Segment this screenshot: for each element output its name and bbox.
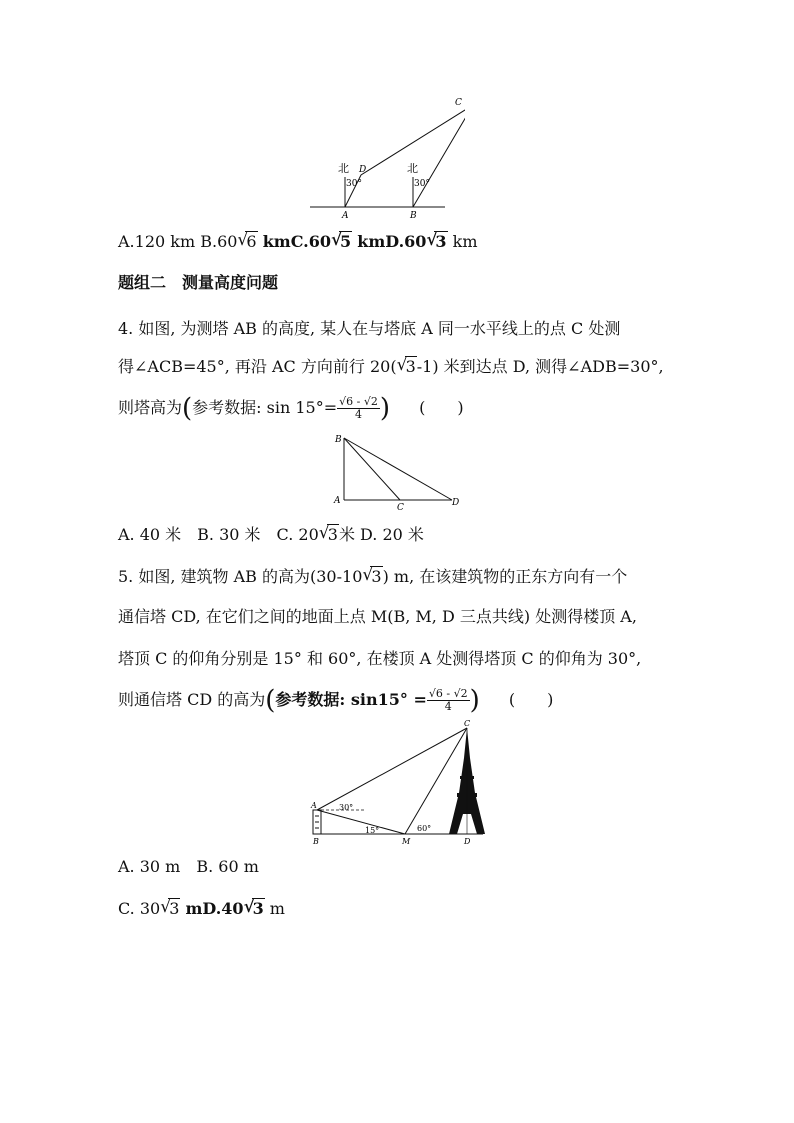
q5-options-cd: C. 30 √ 3 mD.40 √ 3 m: [118, 897, 285, 918]
q5-line4: 则通信塔 CD 的高为(参考数据: sin15° = $\frac{√6 - √2}{4}$ ) ( ): [118, 685, 554, 716]
q3-options: A.120 km B.60 √ 6 kmC.60 √ 5 kmD.60 √ 3 km: [118, 230, 478, 251]
point-b: B: [313, 837, 319, 846]
figure-bearing-diagram: [305, 95, 465, 220]
q5-line2: 通信塔 CD, 在它们之间的地面上点 M(B, M, D 三点共线) 处测得楼顶 A,: [118, 607, 637, 626]
point-m: M: [402, 837, 411, 846]
q4-options: A. 40 米 B. 30 米 C. 20 √ 3米 D. 20 米: [118, 523, 424, 544]
point-b: B: [410, 211, 417, 220]
north-label-b: 北: [407, 162, 418, 175]
north-label-a: 北: [338, 162, 349, 175]
point-c: C: [455, 98, 462, 108]
sqrt-3: √ 3: [160, 897, 180, 918]
q4-line3: 则塔高为(参考数据: sin 15°= $\frac{√6 - √2}{4}$ ) ( ): [118, 393, 464, 424]
point-d: D: [464, 837, 471, 846]
figure-eiffel-tower-diagram: [305, 718, 495, 848]
angle-15: 15°: [365, 826, 380, 835]
fraction: $\frac{√6 - √2}{4}$: [428, 687, 468, 713]
figure-tower-triangle: [330, 432, 465, 512]
q5-options-ab: A. 30 m B. 60 m: [118, 857, 259, 876]
fraction: $\frac{√6 - √2}{4}$: [339, 395, 378, 421]
point-a: A: [342, 211, 349, 220]
q4-line1: 4. 如图, 为测塔 AB 的高度, 某人在与塔底 A 同一水平线上的点 C 处测: [118, 319, 621, 338]
point-c: C: [464, 719, 471, 728]
q5-line3: 塔顶 C 的仰角分别是 15° 和 60°, 在楼顶 A 处测得塔顶 C 的仰角为 30°,: [118, 649, 642, 668]
sqrt-3: √ 3: [243, 897, 264, 918]
sqrt-c: √ 5: [331, 230, 352, 251]
sqrt-3: √ 3: [396, 355, 416, 376]
point-c: C: [397, 503, 404, 512]
sqrt-d: √ 3: [426, 230, 447, 251]
angle-label-b: 30°: [414, 179, 430, 189]
sqrt-b: √ 6: [237, 230, 257, 251]
section-title: 题组二 测量高度问题: [118, 273, 279, 292]
angle-label-a: 30°: [346, 179, 362, 189]
point-a: A: [311, 801, 317, 810]
angle-30: 30°: [339, 803, 354, 812]
angle-60: 60°: [417, 824, 432, 833]
point-d: D: [452, 498, 460, 508]
q5-line1: 5. 如图, 建筑物 AB 的高为(30-10 √ 3) m, 在该建筑物的正东方向有一个: [118, 565, 628, 586]
sqrt-3: √ 3: [318, 523, 338, 544]
q4-line2: 得∠ACB=45°, 再沿 AC 方向前行 20( √ 3-1) 米到达点 D, 测得∠ADB=30°,: [118, 355, 664, 376]
sqrt-3: √ 3: [362, 565, 382, 586]
point-d: D: [359, 165, 367, 175]
point-a: A: [334, 496, 341, 506]
point-b: B: [335, 435, 342, 445]
